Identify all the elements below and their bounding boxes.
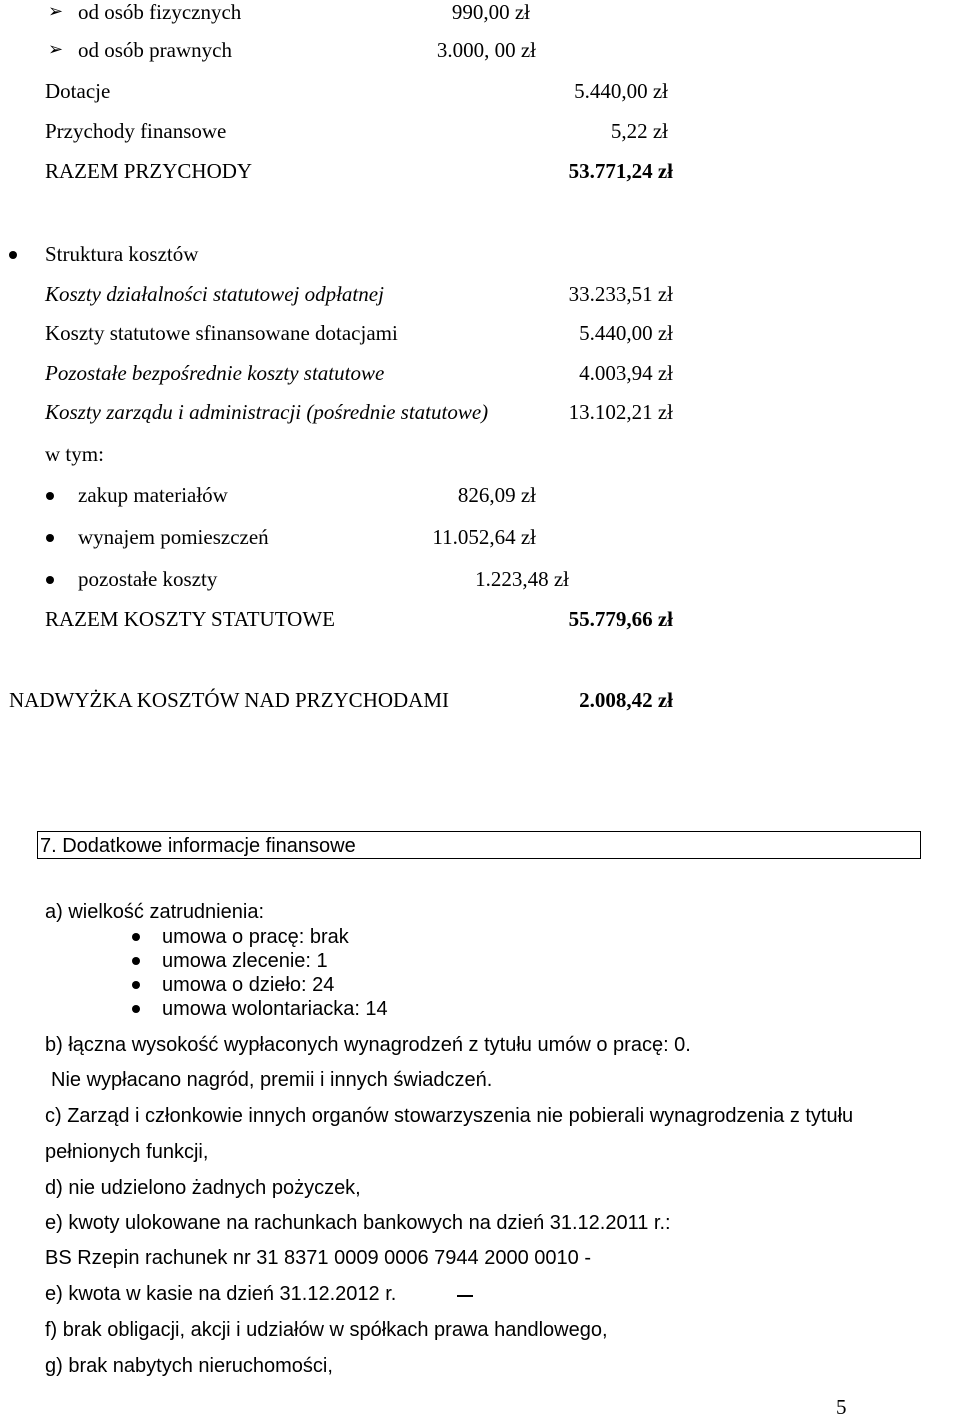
- sub-cost-value: 11.052,64 zł: [432, 525, 536, 549]
- checkmark-bullet-icon: ➢: [48, 1, 64, 22]
- financial-revenue-label: Przychody finansowe: [45, 119, 227, 143]
- revenue-individuals-value: 990,00 zł: [451, 0, 530, 24]
- dash-line: [457, 1295, 473, 1297]
- financial-revenue-value: 5,22 zł: [610, 119, 668, 143]
- bullet-icon: [132, 933, 140, 941]
- section-7-heading: 7. Dodatkowe informacje finansowe: [40, 835, 356, 857]
- board-remuneration-line: c) Zarząd i członkowie innych organów stowarzyszenia nie pobierali wynagrodzenia z tytułu: [45, 1105, 854, 1127]
- costs-total-label: RAZEM KOSZTY STATUTOWE: [45, 607, 335, 631]
- other-direct-costs-value: 4.003,94 zł: [579, 361, 673, 385]
- salaries-line: b) łączna wysokość wypłaconych wynagrodzeń z tytułu umów o pracę: 0.: [45, 1034, 691, 1056]
- paid-statutory-costs-value: 33.233,51 zł: [568, 282, 673, 306]
- subsidized-costs-label: Koszty statutowe sfinansowane dotacjami: [45, 321, 398, 345]
- admin-costs-label: Koszty zarządu i administracji (pośrednie statutowe): [45, 400, 489, 424]
- sub-cost-label: wynajem pomieszczeń: [78, 525, 269, 549]
- sub-cost-label: pozostałe koszty: [78, 567, 218, 591]
- surplus-value: 2.008,42 zł: [579, 688, 673, 712]
- employment-item: umowa o pracę: brak: [162, 926, 349, 948]
- bullet-icon: [132, 981, 140, 989]
- employment-item: umowa zlecenie: 1: [162, 950, 328, 972]
- checkmark-bullet-icon: ➢: [48, 39, 64, 60]
- surplus-label: NADWYŻKA KOSZTÓW NAD PRZYCHODAMI: [9, 688, 450, 712]
- cash-line: e) kwota w kasie na dzień 31.12.2012 r.: [45, 1283, 397, 1305]
- sub-cost-label: zakup materiałów: [78, 483, 228, 507]
- revenue-individuals-label: od osób fizycznych: [78, 0, 242, 24]
- subsidies-label: Dotacje: [45, 79, 111, 103]
- revenue-total-label: RAZEM PRZYCHODY: [45, 159, 253, 183]
- employment-item: umowa o dzieło: 24: [162, 974, 335, 996]
- admin-costs-value: 13.102,21 zł: [568, 400, 673, 424]
- paid-statutory-costs-label: Koszty działalności statutowej odpłatnej: [45, 282, 384, 306]
- including-label: w tym:: [45, 442, 104, 466]
- real-estate-line: g) brak nabytych nieruchomości,: [45, 1355, 333, 1377]
- bullet-icon: [46, 534, 54, 542]
- board-remuneration-line-cont: pełnionych funkcji,: [45, 1141, 209, 1163]
- bank-deposits-line: e) kwoty ulokowane na rachunkach bankowych na dzień 31.12.2011 r.:: [45, 1212, 671, 1234]
- bullet-icon: [132, 957, 140, 965]
- revenue-legal-value: 3.000, 00 zł: [436, 38, 536, 62]
- bullet-icon: [132, 1005, 140, 1013]
- subsidies-value: 5.440,00 zł: [574, 79, 668, 103]
- sub-cost-value: 1.223,48 zł: [475, 567, 569, 591]
- revenue-legal-label: od osób prawnych: [78, 38, 232, 62]
- loans-line: d) nie udzielono żadnych pożyczek,: [45, 1177, 361, 1199]
- page-number: 5: [836, 1395, 847, 1419]
- bullet-icon: [46, 576, 54, 584]
- no-bonuses-line: Nie wypłacano nagród, premii i innych świadczeń.: [51, 1069, 493, 1091]
- employment-title: a) wielkość zatrudnienia:: [45, 901, 264, 923]
- cost-structure-title: Struktura kosztów: [45, 242, 199, 266]
- employment-item: umowa wolontariacka: 14: [162, 998, 388, 1020]
- costs-total-value: 55.779,66 zł: [568, 607, 673, 631]
- securities-line: f) brak obligacji, akcji i udziałów w spółkach prawa handlowego,: [45, 1319, 608, 1341]
- bullet-icon: [46, 492, 54, 500]
- revenue-total-value: 53.771,24 zł: [568, 159, 673, 183]
- bank-account-line: BS Rzepin rachunek nr 31 8371 0009 0006 7944 2000 0010 -: [45, 1247, 591, 1269]
- bullet-icon: [9, 251, 17, 259]
- subsidized-costs-value: 5.440,00 zł: [579, 321, 673, 345]
- other-direct-costs-label: Pozostałe bezpośrednie koszty statutowe: [45, 361, 385, 385]
- sub-cost-value: 826,09 zł: [457, 483, 536, 507]
